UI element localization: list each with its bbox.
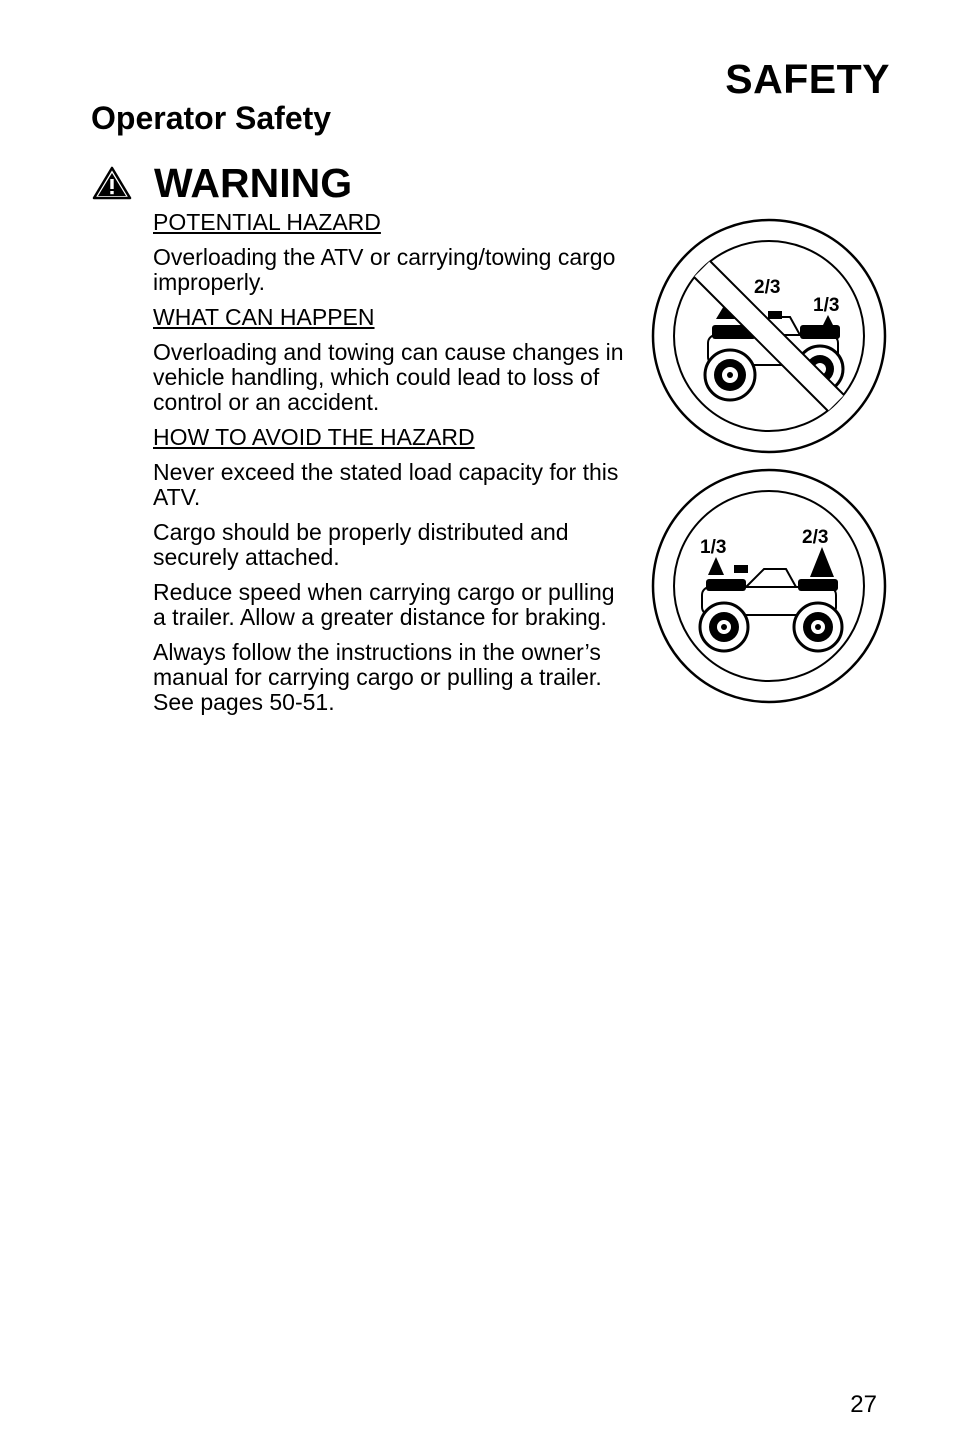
incorrect-load-figure [650,217,888,455]
subsection-title: Operator Safety [91,100,332,136]
front-load-label: 2/3 [754,277,781,298]
instruction-reduce-speed: Reduce speed when carrying cargo or pulling a trailer. Allow a greater distance for braking. [153,579,615,630]
section-title: SAFETY [725,56,890,102]
potential-hazard-heading: POTENTIAL HAZARD [153,209,381,235]
rear-load-label: 2/3 [802,527,829,548]
rear-load-label: 1/3 [813,295,840,316]
consequence-description: Overloading and towing can cause changes in vehicle handling, which could lead to loss of control or an accident. [153,339,624,415]
instruction-load-capacity: Never exceed the stated load capacity for this ATV. [153,459,619,510]
instruction-owners-manual: Always follow the instructions in the owner’s manual for carrying cargo or pulling a trailer. See pages 50-51. [153,639,602,715]
what-can-happen-heading: WHAT CAN HAPPEN [153,304,375,330]
warning-content [153,210,628,725]
how-to-avoid-heading: HOW TO AVOID THE HAZARD [153,424,475,450]
hazard-description: Overloading the ATV or carrying/towing cargo improperly. [153,244,616,295]
instruction-cargo-distribution: Cargo should be properly distributed and securely attached. [153,519,569,570]
warning-triangle-icon [92,166,132,200]
page-number: 27 [850,1391,877,1418]
warning-title: WARNING [154,160,353,206]
correct-load-figure [650,467,888,705]
front-load-label: 1/3 [700,537,727,558]
